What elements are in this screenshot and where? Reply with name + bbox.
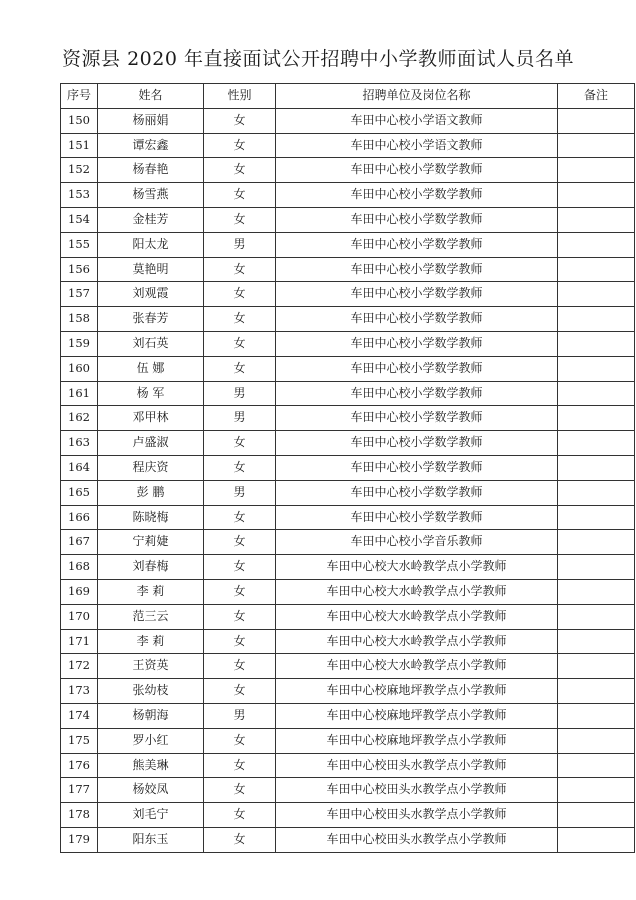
table-row <box>61 753 635 778</box>
cell-no: 168 <box>61 555 98 580</box>
cell-name: 王资英 <box>98 654 204 679</box>
cell-name: 宁莉婕 <box>98 530 204 555</box>
cell-sex: 女 <box>204 133 276 158</box>
cell-name: 刘观霞 <box>98 282 204 307</box>
table-row <box>61 827 635 852</box>
table-row <box>61 654 635 679</box>
cell-sex: 男 <box>204 381 276 406</box>
cell-name: 卢盛淑 <box>98 431 204 456</box>
cell-note <box>558 282 635 307</box>
cell-name: 邓甲林 <box>98 406 204 431</box>
cell-note <box>558 753 635 778</box>
cell-note <box>558 530 635 555</box>
cell-sex: 女 <box>204 753 276 778</box>
cell-sex: 女 <box>204 307 276 332</box>
cell-post: 车田中心校大水岭教学点小学教师 <box>276 604 558 629</box>
table-row <box>61 108 635 133</box>
cell-no: 175 <box>61 728 98 753</box>
cell-note <box>558 431 635 456</box>
table-row <box>61 480 635 505</box>
cell-name: 杨 军 <box>98 381 204 406</box>
cell-post: 车田中心校田头水教学点小学教师 <box>276 778 558 803</box>
document-title: 资源县 2020 年直接面试公开招聘中小学教师面试人员名单 <box>62 48 574 70</box>
cell-note <box>558 356 635 381</box>
cell-post: 车田中心校小学数学教师 <box>276 331 558 356</box>
cell-no: 155 <box>61 232 98 257</box>
cell-sex: 女 <box>204 654 276 679</box>
cell-no: 177 <box>61 778 98 803</box>
cell-note <box>558 629 635 654</box>
table-row <box>61 232 635 257</box>
cell-no: 166 <box>61 505 98 530</box>
cell-name: 莫艳明 <box>98 257 204 282</box>
table-row <box>61 331 635 356</box>
cell-sex: 女 <box>204 431 276 456</box>
cell-no: 150 <box>61 108 98 133</box>
cell-post: 车田中心校小学数学教师 <box>276 480 558 505</box>
cell-no: 171 <box>61 629 98 654</box>
cell-no: 153 <box>61 183 98 208</box>
cell-sex: 女 <box>204 282 276 307</box>
cell-name: 杨丽娟 <box>98 108 204 133</box>
cell-sex: 女 <box>204 257 276 282</box>
cell-post: 车田中心校麻地坪教学点小学教师 <box>276 679 558 704</box>
cell-note <box>558 381 635 406</box>
cell-note <box>558 307 635 332</box>
table-row <box>61 207 635 232</box>
cell-no: 163 <box>61 431 98 456</box>
table-row <box>61 803 635 828</box>
cell-name: 张春芳 <box>98 307 204 332</box>
cell-no: 172 <box>61 654 98 679</box>
cell-post: 车田中心校小学数学教师 <box>276 282 558 307</box>
table-row <box>61 282 635 307</box>
cell-sex: 男 <box>204 703 276 728</box>
cell-sex: 女 <box>204 629 276 654</box>
header-note: 备注 <box>558 84 635 109</box>
cell-name: 范三云 <box>98 604 204 629</box>
cell-no: 162 <box>61 406 98 431</box>
cell-post: 车田中心校麻地坪教学点小学教师 <box>276 703 558 728</box>
cell-no: 154 <box>61 207 98 232</box>
cell-name: 阳太龙 <box>98 232 204 257</box>
table-row <box>61 728 635 753</box>
cell-no: 174 <box>61 703 98 728</box>
cell-post: 车田中心校田头水教学点小学教师 <box>276 827 558 852</box>
cell-note <box>558 133 635 158</box>
roster-table <box>60 83 635 853</box>
table-row <box>61 579 635 604</box>
cell-post: 车田中心校小学数学教师 <box>276 431 558 456</box>
cell-note <box>558 406 635 431</box>
cell-sex: 女 <box>204 207 276 232</box>
header-name: 姓名 <box>98 84 204 109</box>
table-row <box>61 778 635 803</box>
cell-name: 陈晓梅 <box>98 505 204 530</box>
table-row <box>61 406 635 431</box>
cell-name: 刘春梅 <box>98 555 204 580</box>
cell-no: 160 <box>61 356 98 381</box>
cell-post: 车田中心校小学数学教师 <box>276 505 558 530</box>
cell-sex: 女 <box>204 728 276 753</box>
cell-name: 张幼枝 <box>98 679 204 704</box>
table-row <box>61 431 635 456</box>
cell-post: 车田中心校小学数学教师 <box>276 158 558 183</box>
table-row <box>61 455 635 480</box>
cell-no: 176 <box>61 753 98 778</box>
cell-name: 熊美琳 <box>98 753 204 778</box>
cell-name: 杨朝海 <box>98 703 204 728</box>
cell-no: 152 <box>61 158 98 183</box>
cell-name: 李 莉 <box>98 629 204 654</box>
header-no: 序号 <box>61 84 98 109</box>
cell-name: 杨雪燕 <box>98 183 204 208</box>
cell-note <box>558 703 635 728</box>
cell-name: 阳东玉 <box>98 827 204 852</box>
cell-post: 车田中心校小学数学教师 <box>276 257 558 282</box>
cell-sex: 女 <box>204 530 276 555</box>
cell-note <box>558 480 635 505</box>
cell-name: 金桂芳 <box>98 207 204 232</box>
cell-sex: 女 <box>204 158 276 183</box>
cell-name: 刘毛宁 <box>98 803 204 828</box>
cell-sex: 男 <box>204 480 276 505</box>
cell-post: 车田中心校小学语文教师 <box>276 133 558 158</box>
cell-note <box>558 679 635 704</box>
cell-name: 刘石英 <box>98 331 204 356</box>
cell-sex: 女 <box>204 331 276 356</box>
cell-name: 谭宏鑫 <box>98 133 204 158</box>
cell-no: 156 <box>61 257 98 282</box>
header-sex: 性别 <box>204 84 276 109</box>
table-row <box>61 530 635 555</box>
table-row <box>61 555 635 580</box>
cell-name: 罗小红 <box>98 728 204 753</box>
cell-sex: 女 <box>204 455 276 480</box>
cell-sex: 女 <box>204 356 276 381</box>
cell-no: 151 <box>61 133 98 158</box>
roster-body <box>61 108 635 852</box>
cell-note <box>558 778 635 803</box>
cell-post: 车田中心校小学数学教师 <box>276 406 558 431</box>
cell-sex: 女 <box>204 183 276 208</box>
table-row <box>61 505 635 530</box>
cell-sex: 女 <box>204 679 276 704</box>
cell-post: 车田中心校小学数学教师 <box>276 356 558 381</box>
cell-no: 161 <box>61 381 98 406</box>
cell-name: 李 莉 <box>98 579 204 604</box>
cell-sex: 男 <box>204 406 276 431</box>
table-row <box>61 381 635 406</box>
cell-post: 车田中心校小学数学教师 <box>276 455 558 480</box>
cell-note <box>558 555 635 580</box>
cell-post: 车田中心校小学数学教师 <box>276 183 558 208</box>
cell-note <box>558 257 635 282</box>
cell-post: 车田中心校小学数学教师 <box>276 207 558 232</box>
table-row <box>61 679 635 704</box>
cell-post: 车田中心校麻地坪教学点小学教师 <box>276 728 558 753</box>
cell-note <box>558 207 635 232</box>
table-row <box>61 703 635 728</box>
cell-sex: 女 <box>204 505 276 530</box>
cell-post: 车田中心校小学数学教师 <box>276 232 558 257</box>
table-row <box>61 183 635 208</box>
cell-note <box>558 183 635 208</box>
cell-name: 杨姣凤 <box>98 778 204 803</box>
table-row <box>61 604 635 629</box>
cell-post: 车田中心校大水岭教学点小学教师 <box>276 579 558 604</box>
cell-no: 164 <box>61 455 98 480</box>
cell-note <box>558 803 635 828</box>
cell-post: 车田中心校大水岭教学点小学教师 <box>276 654 558 679</box>
cell-no: 159 <box>61 331 98 356</box>
cell-no: 167 <box>61 530 98 555</box>
cell-sex: 女 <box>204 579 276 604</box>
cell-no: 179 <box>61 827 98 852</box>
cell-name: 彭 鹏 <box>98 480 204 505</box>
cell-post: 车田中心校小学语文教师 <box>276 108 558 133</box>
cell-no: 170 <box>61 604 98 629</box>
cell-no: 178 <box>61 803 98 828</box>
cell-sex: 女 <box>204 778 276 803</box>
cell-note <box>558 158 635 183</box>
cell-sex: 女 <box>204 827 276 852</box>
cell-note <box>558 455 635 480</box>
cell-name: 伍 娜 <box>98 356 204 381</box>
table-row <box>61 257 635 282</box>
cell-sex: 女 <box>204 108 276 133</box>
table-row <box>61 133 635 158</box>
cell-no: 165 <box>61 480 98 505</box>
cell-no: 157 <box>61 282 98 307</box>
header-row <box>61 84 635 109</box>
cell-note <box>558 108 635 133</box>
cell-post: 车田中心校大水岭教学点小学教师 <box>276 555 558 580</box>
table-row <box>61 158 635 183</box>
cell-post: 车田中心校小学数学教师 <box>276 307 558 332</box>
cell-name: 杨春艳 <box>98 158 204 183</box>
cell-name: 程庆资 <box>98 455 204 480</box>
cell-post: 车田中心校大水岭教学点小学教师 <box>276 629 558 654</box>
cell-no: 169 <box>61 579 98 604</box>
cell-sex: 女 <box>204 604 276 629</box>
cell-post: 车田中心校田头水教学点小学教师 <box>276 803 558 828</box>
table-row <box>61 356 635 381</box>
cell-note <box>558 827 635 852</box>
cell-post: 车田中心校小学数学教师 <box>276 381 558 406</box>
cell-sex: 男 <box>204 232 276 257</box>
cell-no: 173 <box>61 679 98 704</box>
table-row <box>61 629 635 654</box>
cell-post: 车田中心校田头水教学点小学教师 <box>276 753 558 778</box>
cell-sex: 女 <box>204 803 276 828</box>
cell-sex: 女 <box>204 555 276 580</box>
cell-post: 车田中心校小学音乐教师 <box>276 530 558 555</box>
cell-note <box>558 505 635 530</box>
header-post: 招聘单位及岗位名称 <box>276 84 558 109</box>
cell-no: 158 <box>61 307 98 332</box>
cell-note <box>558 728 635 753</box>
cell-note <box>558 232 635 257</box>
cell-note <box>558 331 635 356</box>
cell-note <box>558 604 635 629</box>
cell-note <box>558 579 635 604</box>
cell-note <box>558 654 635 679</box>
table-row <box>61 307 635 332</box>
